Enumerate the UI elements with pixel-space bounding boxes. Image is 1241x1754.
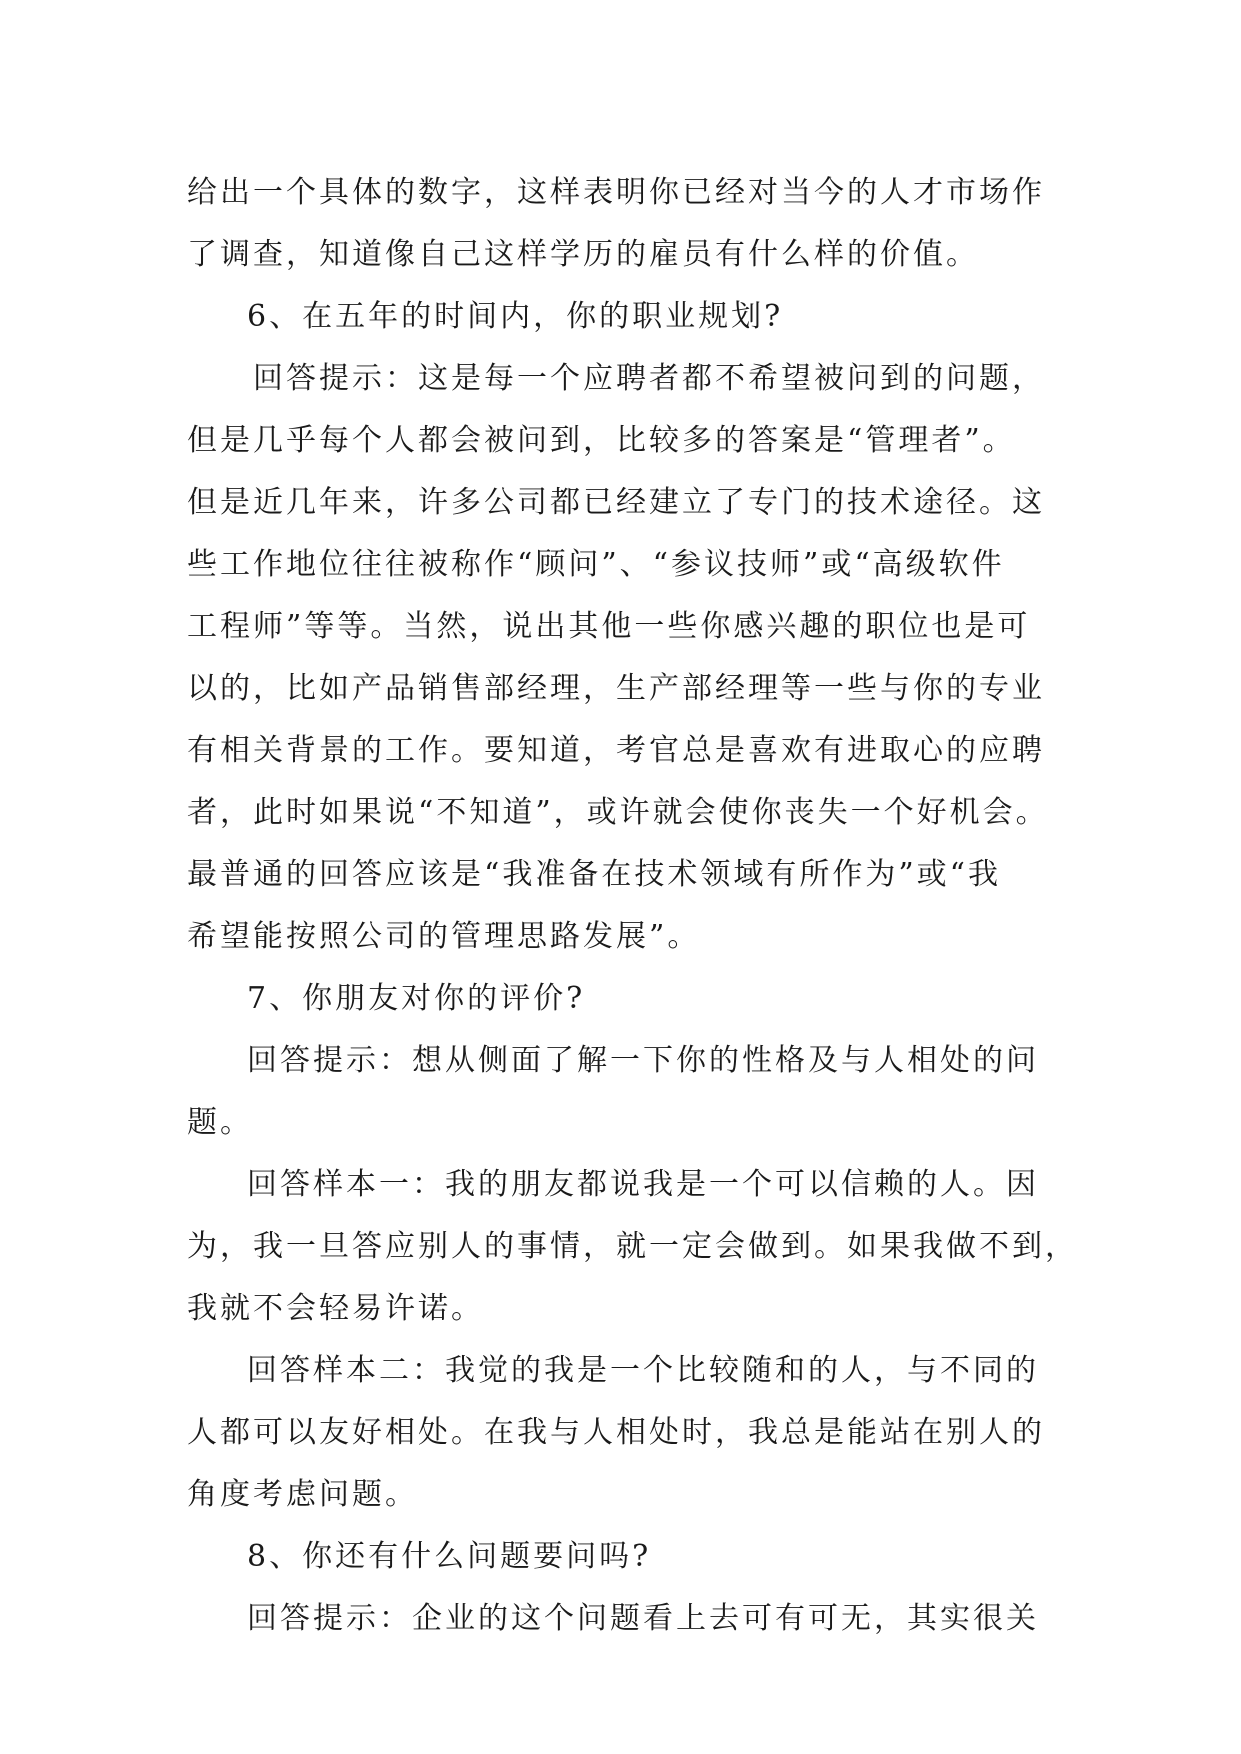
question-heading: 8、你还有什么问题要问吗? bbox=[247, 1539, 652, 1574]
text-line: 回答提示：企业的这个问题看上去可有可无，其实很关 bbox=[247, 1601, 1039, 1636]
text-line: 题。 bbox=[187, 1105, 253, 1140]
text-line: 回答样本二：我觉的我是一个比较随和的人，与不同的 bbox=[247, 1353, 1039, 1388]
text-line: 为，我一旦答应别人的事情，就一定会做到。如果我做不到， bbox=[187, 1229, 1078, 1264]
text-line: 回答提示：这是每一个应聘者都不希望被问到的问题， bbox=[253, 361, 1045, 396]
question-heading: 7、你朋友对你的评价? bbox=[247, 981, 586, 1016]
text-line: 回答样本一：我的朋友都说我是一个可以信赖的人。因 bbox=[247, 1167, 1039, 1202]
text-line: 给出一个具体的数字，这样表明你已经对当今的人才市场作 bbox=[187, 175, 1045, 210]
text-line: 有相关背景的工作。要知道，考官总是喜欢有进取心的应聘 bbox=[187, 733, 1045, 768]
text-line: 角度考虑问题。 bbox=[187, 1477, 418, 1512]
body-text bbox=[187, 162, 1078, 1650]
text-line: 回答提示：想从侧面了解一下你的性格及与人相处的问 bbox=[247, 1043, 1039, 1078]
text-line: 人都可以友好相处。在我与人相处时，我总是能站在别人的 bbox=[187, 1415, 1045, 1450]
text-line: 希望能按照公司的管理思路发展”。 bbox=[187, 919, 701, 954]
text-line: 但是近几年来，许多公司都已经建立了专门的技术途径。这 bbox=[187, 485, 1045, 520]
text-line: 以的，比如产品销售部经理，生产部经理等一些与你的专业 bbox=[187, 671, 1045, 706]
text-line: 最普通的回答应该是“我准备在技术领域有所作为”或“我 bbox=[187, 857, 1002, 892]
text-line: 我就不会轻易许诺。 bbox=[187, 1291, 484, 1326]
text-line: 工程师”等等。当然，说出其他一些你感兴趣的职位也是可 bbox=[187, 609, 1031, 644]
text-line: 些工作地位往往被称作“顾问”、“参议技师”或“高级软件 bbox=[187, 547, 1005, 582]
question-heading: 6、在五年的时间内，你的职业规划? bbox=[247, 299, 784, 334]
text-line: 了调查，知道像自己这样学历的雇员有什么样的价值。 bbox=[187, 237, 979, 272]
text-line: 但是几乎每个人都会被问到，比较多的答案是“管理者”。 bbox=[187, 423, 1016, 458]
text-line: 者，此时如果说“不知道”，或许就会使你丧失一个好机会。 bbox=[187, 795, 1049, 830]
